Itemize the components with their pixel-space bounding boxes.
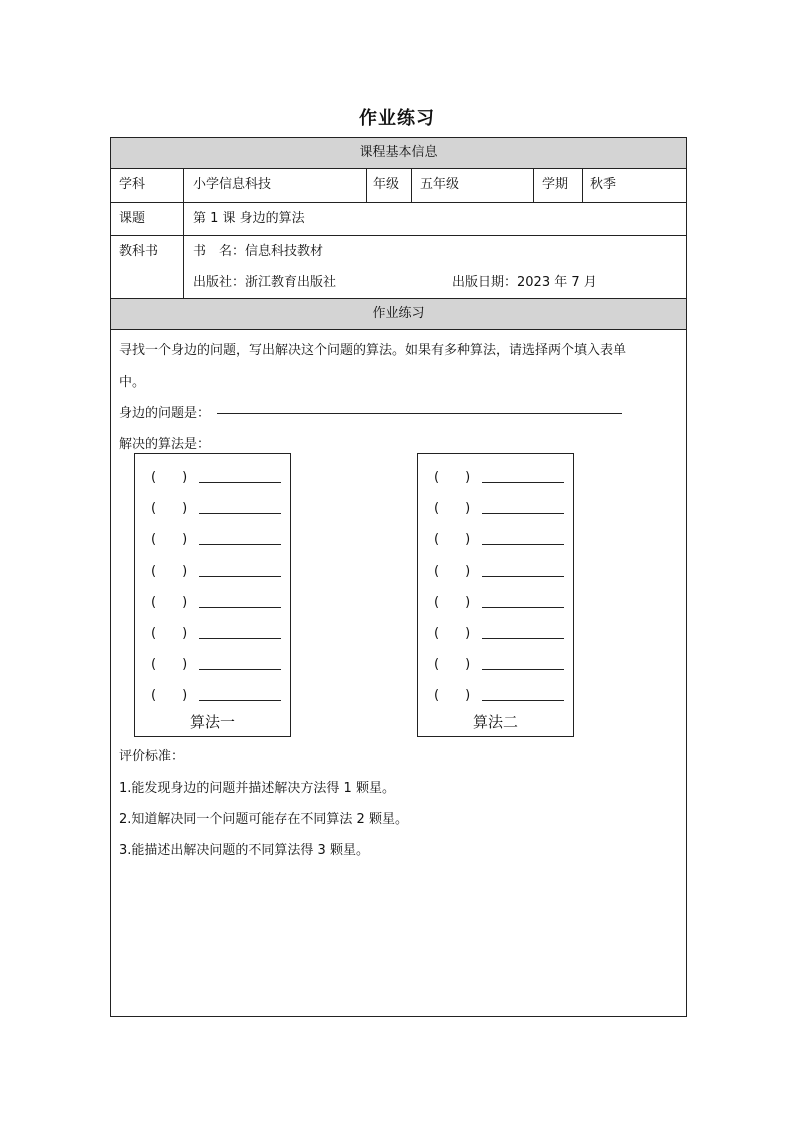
criteria-item: 3.能描述出解决问题的不同算法得 3 颗星。 [119, 843, 369, 858]
algorithm-two-box [417, 453, 574, 737]
topic-value: 第 1 课 身边的算法 [193, 211, 305, 226]
algorithm-step[interactable] [434, 622, 564, 640]
paren-slot: ( ) [434, 564, 471, 579]
answer-line [482, 653, 564, 670]
answer-line [482, 466, 564, 483]
algorithm-step[interactable] [151, 591, 281, 609]
algorithm-label: 解决的算法是： [119, 437, 211, 452]
algorithm-step[interactable] [151, 684, 281, 702]
paren-slot: ( ) [434, 688, 471, 703]
instruction-line-2: 中。 [119, 375, 146, 390]
algorithm-step[interactable] [434, 653, 564, 671]
paren-slot: ( ) [434, 626, 471, 641]
answer-line [482, 591, 564, 608]
answer-line [482, 622, 564, 639]
algorithm-step[interactable] [434, 466, 564, 484]
answer-line [199, 560, 281, 577]
algorithm-step[interactable] [151, 528, 281, 546]
answer-line [199, 591, 281, 608]
divider [183, 169, 184, 202]
algorithm-step[interactable] [434, 497, 564, 515]
subject-label: 学科 [119, 177, 146, 192]
answer-line [199, 466, 281, 483]
divider [582, 169, 583, 202]
publication-date: 出版日期：2023 年 7 月 [452, 275, 597, 290]
paren-slot: ( ) [151, 532, 188, 547]
divider [183, 203, 184, 235]
divider [533, 169, 534, 202]
criteria-item: 2.知道解决同一个问题可能存在不同算法 2 颗星。 [119, 812, 408, 827]
algorithm-one-label: 算法一 [189, 713, 235, 731]
homework-table [110, 137, 687, 1017]
algorithm-step[interactable] [151, 560, 281, 578]
subject-value: 小学信息科技 [193, 177, 272, 192]
divider [183, 236, 184, 298]
book-name: 书 名：信息科技教材 [193, 244, 324, 259]
paren-slot: ( ) [151, 688, 188, 703]
answer-line [482, 497, 564, 514]
problem-answer-line[interactable] [217, 413, 622, 414]
answer-line [482, 684, 564, 701]
publisher: 出版社：浙江教育出版社 [193, 275, 337, 290]
paren-slot: ( ) [434, 470, 471, 485]
paren-slot: ( ) [151, 626, 188, 641]
criteria-item: 1.能发现身边的问题并描述解决方法得 1 颗星。 [119, 781, 395, 796]
algorithm-step[interactable] [434, 591, 564, 609]
answer-line [482, 560, 564, 577]
algorithm-one-box [134, 453, 291, 737]
algorithm-step[interactable] [151, 653, 281, 671]
page-title: 作业练习 [359, 108, 435, 129]
paren-slot: ( ) [434, 657, 471, 672]
grade-value: 五年级 [420, 177, 460, 192]
answer-line [482, 528, 564, 545]
answer-line [199, 497, 281, 514]
paren-slot: ( ) [151, 564, 188, 579]
algorithm-step[interactable] [434, 684, 564, 702]
algorithm-step[interactable] [434, 560, 564, 578]
course-info-header: 课程基本信息 [111, 138, 686, 169]
homework-header: 作业练习 [111, 299, 686, 330]
paren-slot: ( ) [434, 501, 471, 516]
grade-label: 年级 [373, 177, 400, 192]
paren-slot: ( ) [151, 470, 188, 485]
answer-line [199, 653, 281, 670]
topic-label: 课题 [119, 211, 146, 226]
paren-slot: ( ) [434, 532, 471, 547]
algorithm-step[interactable] [151, 497, 281, 515]
textbook-label: 教科书 [119, 244, 159, 259]
paren-slot: ( ) [151, 657, 188, 672]
algorithm-step[interactable] [151, 622, 281, 640]
algorithm-step[interactable] [151, 466, 281, 484]
criteria-title: 评价标准： [119, 749, 185, 764]
term-value: 秋季 [590, 177, 617, 192]
algorithm-two-label: 算法二 [472, 713, 518, 731]
paren-slot: ( ) [151, 501, 188, 516]
instruction-line-1: 寻找一个身边的问题，写出解决这个问题的算法。如果有多种算法，请选择两个填入表单 [119, 343, 627, 358]
divider [411, 169, 412, 202]
answer-line [199, 622, 281, 639]
paren-slot: ( ) [151, 595, 188, 610]
answer-line [199, 528, 281, 545]
divider [366, 169, 367, 202]
answer-line [199, 684, 281, 701]
paren-slot: ( ) [434, 595, 471, 610]
problem-label: 身边的问题是： [119, 406, 211, 421]
algorithm-step[interactable] [434, 528, 564, 546]
term-label: 学期 [542, 177, 569, 192]
